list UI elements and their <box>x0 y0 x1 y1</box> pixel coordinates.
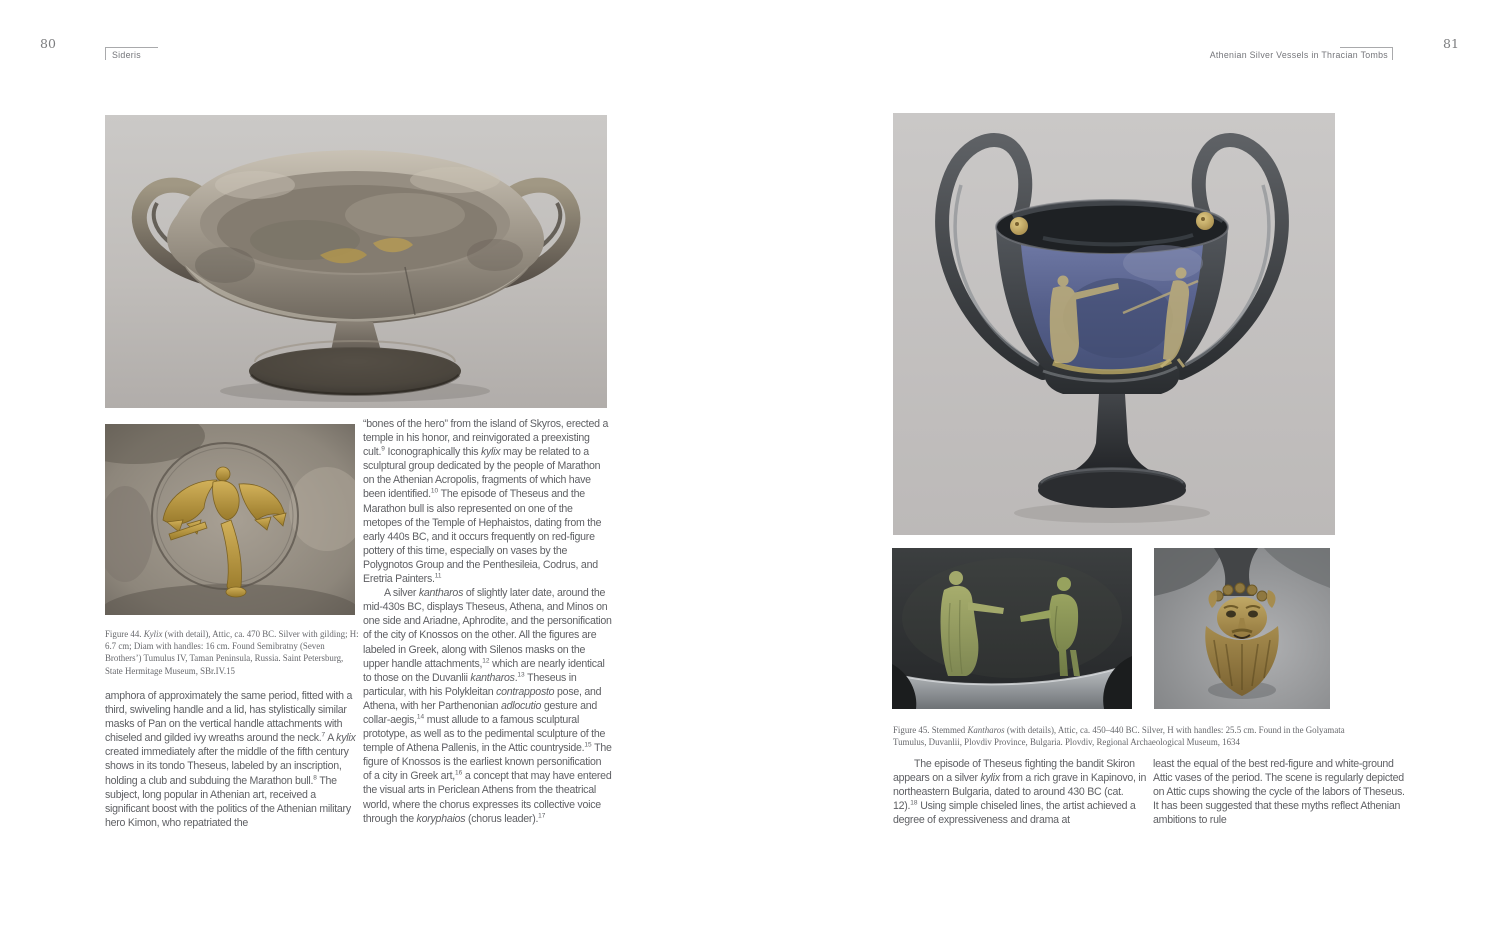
kantharos-photo-svg <box>893 113 1335 535</box>
figure-45-caption: Figure 45. Stemmed Kantharos (with details), Attic, ca. 450–440 BC. Silver, H with handles: 25.5 cm. Found in the Golyamata Tumulus, Duvanlii, Plovdiv Province, Bulgaria. Plovdiv, Regional Archaeological Museum, 1634 <box>893 724 1345 748</box>
figure-45-silenos-mask-detail-photo <box>1154 548 1330 709</box>
paragraph: least the equal of the best red-figure and white-ground Attic vases of the period. The scene is regularly depicted on Attic cups showing the cycle of the labors of Theseus. It has been suggested that these myths reflect Athenian ambitions to rule <box>1153 758 1405 827</box>
running-head-left: Sideris <box>112 50 141 60</box>
page-number-right: 81 <box>1443 36 1459 51</box>
body-column-a <box>893 757 1147 827</box>
figures-detail-svg <box>892 548 1132 709</box>
paragraph: A silver kantharos of slightly later date, around the mid-430s BC, displays Theseus, Athena, and Minos on one side and Ariadne, Aphrodite, and the personification of the city of Knossos on the other. All the figures are labeled in Greek, along with Silenos masks on the upper handle attachments,$^{12}$ which are nearly identical to those on the Duvanlii kantharos.$^{13}$ Theseus in particular, with his Polykleitan contrapposto pose, and Athena, with her Parthenonian adlocutio gesture and collar-aegis,$^{14}$ must allude to a famous sculptural prototype, as well as to the pedimental sculpture of the temple of Athena Pallenis, in the Attic countryside.$^{15}$ The figure of Knossos is the earliest known personification of a city in Greek art,$^{16}$ a concept that may have entered the visual arts in Periclean Athens from the theatrical world, where the chorus expresses its collective voice through the koryphaios (chorus leader).$^{17}$ <box>363 587 612 825</box>
figure-44-tondo-detail-photo <box>105 424 355 615</box>
running-head-right: Athenian Silver Vessels in Thracian Tombs <box>1209 50 1388 60</box>
figure-44-kylix-photo <box>105 115 607 408</box>
figure-45-kantharos-photo <box>893 113 1335 535</box>
figure-44-caption: Figure 44. Kylix (with detail), Attic, ca. 470 BC. Silver with gilding; H: 6.7 cm; Diam with handles: 16 cm. Found Semibratny (Seven Brothers’) Tumulus IV, Taman Peninsula, Russia. Saint Petersburg, State Hermitage Museum, SBr.IV.15 <box>105 628 359 676</box>
silenos-mask-svg <box>1154 548 1330 709</box>
page-number-left: 80 <box>40 36 56 51</box>
body-column-1 <box>105 689 358 830</box>
paragraph: “bones of the hero” from the island of Skyros, erected a temple in his honor, and reinvigorated a preexisting cult.$^9$ Iconographically this kylix may be related to a sculptural group dedicated by the people of Marathon on the Athenian Acropolis, fragments of which have been identified.$^{10}$ The episode of Theseus and the Marathon bull is also represented on one of the metopes of the Temple of Hephaistos, dating from the early 440s BC, and it occurs frequently on red-figure pottery of this time, especially on vases by the Polygnotos Group and the Penthesileia, Codrus, and Eretria Painters.$^{11}$ <box>363 418 609 586</box>
body-column-2 <box>363 417 612 826</box>
paragraph: amphora of approximately the same period, fitted with a third, swiveling handle and a lid, has stylistically similar masks of Pan on the vertical handle attachments with chiseled and gilded ivy wreaths around the neck.$^7$ A kylix created immediately after the middle of the fifth century shows in its tondo Theseus, labeled by an inscription, holding a club and subduing the Marathon bull.$^8$ The subject, long popular in Athenian art, received a significant boost with the politics of the Athenian military hero Kimon, who repatriated the <box>105 690 356 829</box>
paragraph: The episode of Theseus fighting the bandit Skiron appears on a silver kylix from a rich grave in Kapinovo, in northeastern Bulgaria, dated to around 430 BC (cat. 12).$^{18}$ Using simple chiseled lines, the artist achieved a degree of expressiveness and drama at <box>893 758 1147 827</box>
figure-45-figures-detail-photo <box>892 548 1132 709</box>
body-column-b <box>1153 757 1407 827</box>
kylix-photo-svg <box>105 115 607 408</box>
tondo-photo-svg <box>105 424 355 615</box>
